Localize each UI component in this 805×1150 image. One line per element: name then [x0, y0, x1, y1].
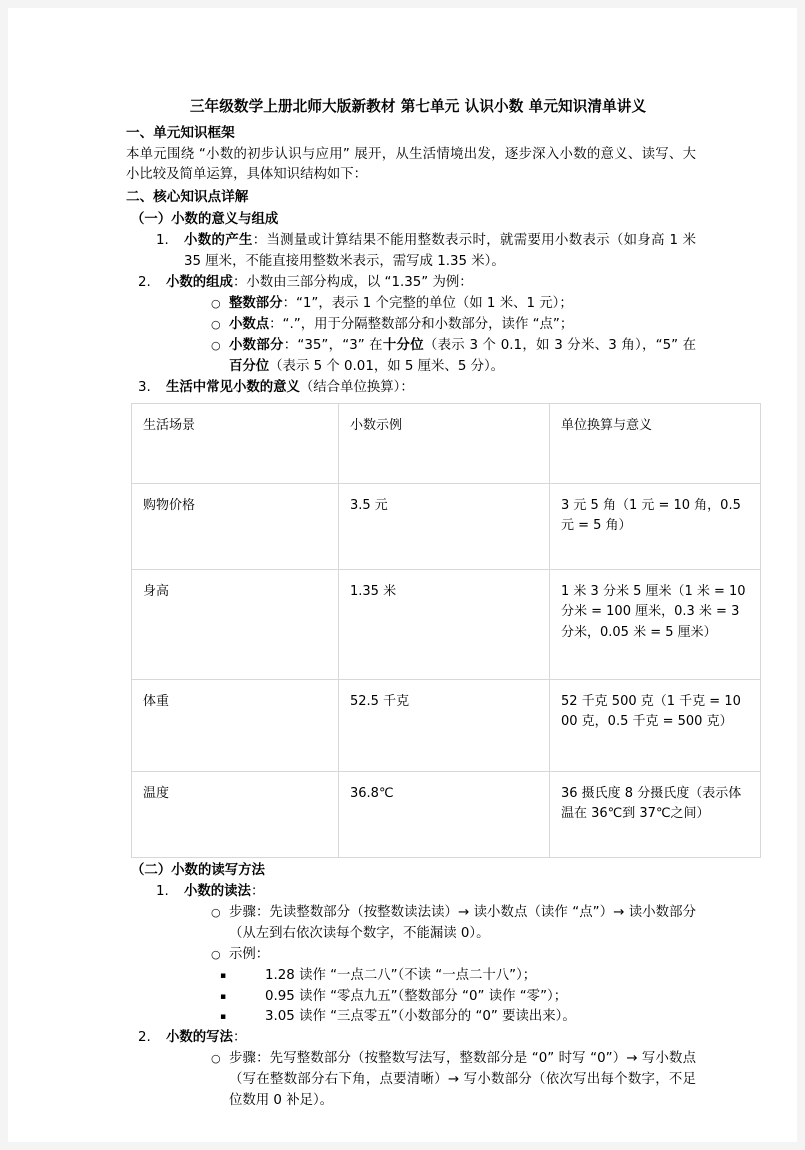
example-text: 3.05 读作 “三点零五”（小数部分的 “0” 要读出来）。 — [265, 1009, 576, 1025]
list-item-text: ： — [232, 1030, 247, 1046]
list-item-text: ：“1”，表示 1 个完整的单位（如 1 米、1 元）； — [282, 296, 573, 312]
circle-bullet-icon: ○ — [211, 338, 221, 352]
list-item-reading-method — [126, 882, 696, 903]
list-item — [126, 966, 696, 987]
tenths-place-term: 十分位 — [382, 337, 424, 353]
cell-example: 3.5 元 — [339, 483, 550, 569]
document-page — [8, 8, 797, 1142]
list-item-label: 小数的读法 — [184, 884, 251, 900]
list-item-writing-steps — [126, 1049, 696, 1112]
list-item-text-c: （表示 3 个 0.1，如 3 分米、3 角），“5” 在 — [423, 337, 697, 353]
cell-meaning: 3 元 5 角（1 元 = 10 角，0.5 元 = 5 角） — [550, 483, 761, 569]
cell-meaning: 52 千克 500 克（1 千克 = 1000 克，0.5 千克 = 500 克） — [550, 679, 761, 771]
list-item-label: 整数部分 — [229, 296, 283, 312]
section-one-body: 本单元围绕 “小数的初步认识与应用” 展开，从生活情境出发，逐步深入小数的意义、读写、大小比较及简单运算，具体知识结构如下： — [126, 146, 696, 183]
page-content — [126, 96, 746, 1112]
list-item-integer-part — [126, 294, 696, 315]
example-text: 0.95 读作 “零点九五”（整数部分 “0” 读作 “零”）； — [265, 988, 568, 1004]
cell-scene: 购物价格 — [132, 483, 339, 569]
list-item-writing-method — [126, 1028, 696, 1049]
list-item-decimal-origin — [126, 231, 696, 273]
cell-meaning: 36 摄氏度 8 分摄氏度（表示体温在 36℃到 37℃之间） — [550, 771, 761, 857]
heading-section-one: 一、单元知识框架 — [126, 124, 235, 141]
decimal-meaning-list — [126, 231, 696, 294]
list-item-label: 小数点 — [229, 317, 270, 333]
list-item-fractional-part — [126, 336, 696, 378]
list-item-number: 1. — [156, 884, 169, 900]
list-item — [126, 987, 696, 1008]
list-item-number: 2. — [138, 275, 151, 291]
list-item-text-e: （表示 5 个 0.01，如 5 厘米、5 分）。 — [269, 358, 505, 374]
list-item-text: ：当测量或计算结果不能用整数表示时，就需要用小数表示（如身高 1 米 35 厘米，不能直接用整数米表示，需写成 1.35 米）。 — [184, 233, 697, 270]
writing-detail-list — [126, 1049, 696, 1112]
list-item-label: 小数的写法 — [166, 1030, 233, 1046]
heading-subsection-two: （二）小数的读写方法 — [131, 862, 265, 878]
cell-example: 36.8℃ — [339, 771, 550, 857]
list-item-decimal-point — [126, 315, 696, 336]
circle-bullet-icon: ○ — [211, 318, 221, 332]
list-item-number: 3. — [138, 379, 151, 395]
life-scenarios-table-wrapper — [126, 399, 746, 860]
decimal-parts-list — [126, 294, 696, 378]
hundredths-place-term: 百分位 — [229, 358, 270, 374]
table-row — [132, 771, 761, 857]
list-item-text: ：“.”，用于分隔整数部分和小数部分，读作 “点”； — [269, 317, 574, 333]
list-item-label: 小数的组成 — [166, 275, 233, 291]
cell-scene: 身高 — [132, 569, 339, 679]
heading-subsection-one: （一）小数的意义与组成 — [131, 212, 279, 228]
cell-scene: 温度 — [132, 771, 339, 857]
page-title: 三年级数学上册北师大版新教材 第七单元 认识小数 单元知识清单讲义 — [189, 98, 647, 115]
reading-detail-list — [126, 903, 696, 966]
column-header-scene: 生活场景 — [132, 403, 339, 483]
table-row — [132, 569, 761, 679]
table-row — [132, 679, 761, 771]
square-bullet-icon: ▪ — [220, 1012, 227, 1023]
cell-meaning: 1 米 3 分米 5 厘米（1 米 = 10 分米 = 100 厘米，0.3 米 = 3 分米，0.05 米 = 5 厘米） — [550, 569, 761, 679]
list-item-label: 小数部分 — [229, 337, 284, 353]
cell-scene: 体重 — [132, 679, 339, 771]
heading-section-two: 二、核心知识点详解 — [126, 189, 249, 206]
examples-text: ： — [255, 946, 270, 962]
list-item-label: 生活中常见小数的意义 — [166, 379, 300, 395]
list-item — [126, 1007, 696, 1028]
life-scenarios-table — [131, 403, 761, 858]
reading-method-list — [126, 882, 696, 903]
circle-bullet-icon: ○ — [211, 947, 221, 961]
cell-example: 52.5 千克 — [339, 679, 550, 771]
list-item-decimal-composition — [126, 273, 696, 294]
everyday-decimals-list — [126, 378, 696, 399]
list-item-number: 1. — [156, 233, 169, 249]
examples-label: 示例 — [229, 946, 256, 962]
list-item-everyday-meaning — [126, 378, 696, 399]
column-header-meaning: 单位换算与意义 — [550, 403, 761, 483]
circle-bullet-icon: ○ — [211, 905, 221, 919]
list-item-text: ： — [250, 884, 265, 900]
example-text: 1.28 读作 “一点二八”（不读 “一点二十八”）； — [265, 967, 537, 983]
writing-method-list — [126, 1028, 696, 1049]
circle-bullet-icon: ○ — [211, 297, 221, 311]
steps-text: ：先写整数部分（按整数写法写，整数部分是 “0” 时写 “0”）→ 写小数点（写在整数部分右下角，点要清晰）→ 写小数部分（依次写出每个数字，不足位数用 0 补足）。 — [229, 1051, 696, 1109]
table-row — [132, 483, 761, 569]
square-bullet-icon: ▪ — [220, 991, 227, 1002]
list-item-text-a: ：“35”，“3” 在 — [283, 337, 383, 353]
steps-label: 步骤 — [229, 1051, 257, 1067]
column-header-example: 小数示例 — [339, 403, 550, 483]
steps-text: ：先读整数部分（按整数读法读）→ 读小数点（读作 “点”）→ 读小数部分（从左到右依次读每个数字，不能漏读 0）。 — [229, 904, 696, 941]
steps-label: 步骤 — [229, 904, 256, 920]
list-item-number: 2. — [138, 1030, 151, 1046]
list-item-label: 小数的产生 — [184, 233, 253, 249]
list-item-text: （结合单位换算）： — [299, 379, 414, 395]
circle-bullet-icon: ○ — [211, 1052, 221, 1066]
list-item-reading-examples — [126, 945, 696, 966]
list-item-text: ：小数由三部分构成，以 “1.35” 为例： — [232, 275, 473, 291]
list-item-reading-steps — [126, 903, 696, 945]
reading-examples-list — [126, 966, 696, 1029]
cell-example: 1.35 米 — [339, 569, 550, 679]
table-header-row — [132, 403, 761, 483]
square-bullet-icon: ▪ — [220, 970, 227, 981]
